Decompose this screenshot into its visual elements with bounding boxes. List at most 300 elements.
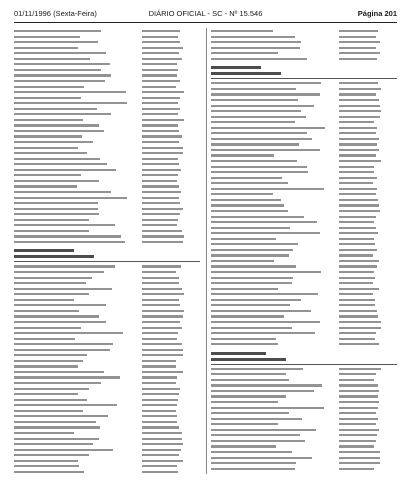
list-entry-text [211, 171, 308, 173]
list-entry-text [211, 260, 274, 262]
list-entry-number [142, 135, 182, 137]
list-entry-number [142, 180, 177, 182]
list-entry-text [14, 130, 104, 132]
list-entry-number [339, 418, 378, 420]
list-entry-text [14, 404, 117, 406]
list-entry-text [14, 108, 97, 110]
list-entry-text [211, 127, 325, 129]
list-entry-text [211, 293, 318, 295]
list-entry-text [14, 426, 100, 428]
list-entry-number [339, 338, 375, 340]
list-entry-text [211, 210, 288, 212]
list-entry-text [211, 177, 282, 179]
list-entry-text [211, 332, 315, 334]
list-entry-text [14, 197, 127, 199]
list-entry-text [14, 338, 75, 340]
list-entry-number [339, 238, 374, 240]
list-entry-text [14, 449, 113, 451]
list-entry-text [14, 152, 87, 154]
list-entry-text [211, 143, 299, 145]
list-entry-text [211, 52, 278, 54]
list-entry-number [339, 277, 375, 279]
list-entry-number [142, 460, 183, 462]
list-entry-number [339, 166, 374, 168]
list-entry-text [14, 299, 74, 301]
list-entry-number [142, 52, 179, 54]
list-entry-number [142, 288, 182, 290]
list-entry-text [211, 249, 293, 251]
list-entry-text [14, 471, 84, 473]
list-entry-number [142, 30, 180, 32]
list-entry-number [142, 163, 179, 165]
list-entry-number [339, 407, 378, 409]
list-entry-text [14, 376, 120, 378]
section-subheading [211, 72, 281, 75]
list-entry-number [339, 315, 378, 317]
list-entry-text [211, 132, 307, 134]
list-entry-number [142, 332, 178, 334]
list-entry-number [339, 379, 374, 381]
list-entry-number [142, 399, 178, 401]
list-entry-number [142, 343, 182, 345]
list-entry-number [339, 216, 376, 218]
list-entry-text [211, 451, 292, 453]
list-entry-text [14, 47, 78, 49]
list-entry-text [14, 454, 89, 456]
list-entry-text [211, 373, 286, 375]
list-entry-text [14, 465, 79, 467]
list-entry-number [339, 384, 378, 386]
list-entry-text [211, 99, 298, 101]
list-entry-number [339, 451, 380, 453]
section-subheading [14, 255, 94, 258]
list-entry-text [211, 243, 298, 245]
list-entry-number [142, 415, 177, 417]
list-entry-text [14, 119, 83, 121]
list-entry-number [339, 116, 380, 118]
list-entry-text [14, 219, 89, 221]
list-entry-number [339, 254, 373, 256]
section-rule [211, 364, 397, 365]
list-entry-text [211, 310, 311, 312]
list-entry-text [211, 265, 296, 267]
list-entry-number [142, 293, 184, 295]
list-entry-text [211, 423, 278, 425]
list-entry-text [14, 410, 83, 412]
list-entry-number [142, 63, 177, 65]
list-entry-text [211, 277, 293, 279]
list-entry-text [14, 174, 81, 176]
list-entry-text [211, 282, 292, 284]
list-entry-text [14, 277, 92, 279]
list-entry-text [14, 158, 100, 160]
list-entry-number [339, 243, 375, 245]
list-entry-text [14, 80, 105, 82]
list-entry-number [339, 368, 381, 370]
list-entry-number [142, 224, 177, 226]
section-rule [211, 78, 397, 79]
list-entry-text [211, 440, 305, 442]
list-entry-number [142, 69, 178, 71]
body-columns [14, 28, 397, 474]
list-entry-number [142, 443, 183, 445]
list-entry-text [211, 88, 296, 90]
list-entry-number [142, 426, 179, 428]
list-entry-number [142, 119, 184, 121]
list-entry-number [142, 124, 178, 126]
list-entry-number [142, 410, 176, 412]
list-entry-text [211, 82, 321, 84]
list-entry-number [142, 197, 179, 199]
list-entry-number [142, 271, 176, 273]
column-divider [206, 28, 207, 474]
list-entry-number [142, 185, 179, 187]
list-entry-text [14, 191, 111, 193]
list-entry-number [142, 102, 178, 104]
list-entry-text [14, 365, 78, 367]
list-entry-number [339, 177, 377, 179]
list-entry-text [14, 432, 74, 434]
list-entry-text [14, 421, 96, 423]
list-entry-text [14, 304, 106, 306]
list-entry-number [142, 91, 184, 93]
list-entry-number [142, 365, 176, 367]
list-entry-number [339, 390, 379, 392]
list-entry-number [142, 454, 179, 456]
list-entry-number [339, 327, 381, 329]
list-entry-number [339, 304, 375, 306]
list-entry-number [339, 434, 377, 436]
list-entry-text [211, 343, 278, 345]
list-entry-number [339, 293, 373, 295]
issue-date: 01/11/1996 (Sexta-Feira) [14, 9, 97, 18]
section-heading [211, 352, 266, 355]
list-entry-text [211, 238, 276, 240]
list-entry-number [339, 99, 379, 101]
list-entry-text [211, 227, 290, 229]
list-entry-text [211, 93, 320, 95]
list-entry-text [211, 254, 289, 256]
list-entry-text [14, 224, 115, 226]
list-entry-number [339, 182, 373, 184]
list-entry-number [339, 160, 381, 162]
list-entry-text [211, 418, 302, 420]
list-entry-text [211, 327, 292, 329]
list-entry-number [339, 105, 380, 107]
list-entry-text [211, 121, 295, 123]
list-entry-number [142, 310, 184, 312]
list-entry-number [142, 202, 180, 204]
list-entry-text [14, 213, 99, 215]
list-entry-number [339, 52, 380, 54]
list-entry-number [339, 143, 377, 145]
list-entry-number [142, 130, 179, 132]
list-entry-number [142, 388, 180, 390]
section-rule [14, 261, 200, 262]
list-entry-number [339, 423, 376, 425]
list-entry-text [211, 288, 278, 290]
list-entry-number [339, 468, 374, 470]
list-entry-text [211, 390, 314, 392]
list-entry-number [142, 80, 180, 82]
list-entry-text [14, 180, 99, 182]
list-entry-number [339, 265, 377, 267]
list-entry-number [339, 271, 374, 273]
list-entry-number [339, 395, 378, 397]
list-entry-number [339, 121, 374, 123]
list-entry-number [339, 127, 377, 129]
list-entry-text [211, 338, 276, 340]
list-entry-number [339, 193, 376, 195]
list-entry-text [14, 293, 89, 295]
list-entry-text [14, 415, 108, 417]
list-entry-number [339, 199, 378, 201]
list-entry-text [211, 160, 297, 162]
list-entry-number [339, 457, 380, 459]
list-entry-number [142, 265, 181, 267]
list-entry-text [14, 185, 77, 187]
list-entry-number [339, 282, 373, 284]
list-entry-text [211, 304, 290, 306]
list-entry-text [211, 36, 295, 38]
list-entry-text [211, 412, 289, 414]
list-entry-text [211, 299, 301, 301]
list-entry-number [142, 338, 177, 340]
list-entry-text [14, 63, 110, 65]
list-entry-text [14, 69, 101, 71]
list-entry-number [142, 315, 183, 317]
list-entry-number [339, 429, 379, 431]
list-entry-number [339, 440, 376, 442]
list-entry-number [142, 432, 182, 434]
list-entry-number [339, 204, 379, 206]
list-entry-text [211, 395, 286, 397]
list-entry-number [142, 191, 181, 193]
list-entry-text [14, 113, 111, 115]
list-entry-text [211, 315, 284, 317]
list-entry-number [142, 213, 180, 215]
list-entry-number [339, 445, 374, 447]
list-entry-number [142, 97, 180, 99]
list-entry-text [14, 30, 101, 32]
list-entry-number [339, 321, 381, 323]
list-entry-number [142, 174, 178, 176]
list-entry-number [142, 158, 178, 160]
list-entry-number [339, 36, 376, 38]
list-entry-number [339, 88, 381, 90]
list-entry-text [14, 74, 111, 76]
list-entry-text [211, 199, 281, 201]
list-entry-text [14, 52, 106, 54]
list-entry-number [142, 230, 182, 232]
list-entry-text [14, 354, 87, 356]
list-entry-text [211, 321, 320, 323]
list-entry-number [339, 260, 379, 262]
list-entry-number [142, 277, 179, 279]
list-entry-number [142, 241, 183, 243]
list-entry-number [142, 354, 183, 356]
list-entry-text [14, 399, 87, 401]
list-entry-number [142, 465, 177, 467]
list-entry-number [142, 152, 183, 154]
list-entry-number [339, 373, 376, 375]
list-entry-number [339, 47, 376, 49]
list-entry-number [142, 321, 180, 323]
list-entry-number [339, 110, 381, 112]
list-entry-number [142, 108, 180, 110]
left-column [14, 28, 200, 474]
list-entry-number [142, 141, 179, 143]
list-entry-number [339, 227, 376, 229]
list-entry-text [14, 282, 86, 284]
list-entry-text [14, 208, 98, 210]
list-entry-text [14, 315, 99, 317]
list-entry-number [142, 471, 178, 473]
list-entry-number [142, 282, 179, 284]
list-entry-text [14, 382, 101, 384]
list-entry-text [14, 235, 121, 237]
list-entry-number [339, 132, 376, 134]
list-entry-text [14, 371, 104, 373]
list-entry-text [211, 379, 289, 381]
list-entry-number [142, 147, 183, 149]
list-entry-number [339, 93, 376, 95]
list-entry-text [14, 141, 93, 143]
list-entry-text [14, 102, 127, 104]
publication-title: DIÁRIO OFICIAL - SC - Nº 15.546 [148, 9, 263, 18]
list-entry-text [14, 288, 112, 290]
list-entry-text [211, 445, 276, 447]
list-entry-text [14, 41, 98, 43]
list-entry-number [339, 188, 377, 190]
list-entry-number [339, 249, 377, 251]
list-entry-text [211, 116, 306, 118]
list-entry-text [14, 163, 107, 165]
list-entry-number [142, 360, 176, 362]
list-entry-number [142, 438, 182, 440]
list-entry-number [142, 376, 177, 378]
list-entry-number [142, 382, 176, 384]
list-entry-text [14, 241, 125, 243]
list-entry-text [211, 434, 300, 436]
list-entry-number [339, 210, 380, 212]
list-entry-text [14, 332, 123, 334]
list-entry-text [14, 91, 126, 93]
list-entry-text [14, 349, 110, 351]
list-entry-text [211, 271, 321, 273]
right-column [211, 28, 397, 474]
list-entry-text [14, 169, 116, 171]
section-subheading [211, 358, 286, 361]
list-entry-number [142, 208, 183, 210]
list-entry-number [142, 371, 183, 373]
list-entry-number [142, 58, 182, 60]
list-entry-number [339, 310, 377, 312]
list-entry-text [14, 86, 84, 88]
list-entry-text [14, 460, 78, 462]
list-entry-text [14, 58, 90, 60]
list-entry-number [339, 171, 374, 173]
list-entry-text [211, 401, 278, 403]
list-entry-text [14, 438, 99, 440]
list-entry-text [14, 271, 104, 273]
list-entry-number [339, 401, 379, 403]
list-entry-number [339, 154, 376, 156]
list-entry-number [339, 30, 378, 32]
list-entry-text [211, 384, 322, 386]
list-entry-text [211, 462, 296, 464]
list-entry-number [339, 58, 377, 60]
list-entry-text [211, 216, 304, 218]
list-entry-text [14, 310, 79, 312]
list-entry-number [142, 219, 178, 221]
list-entry-text [211, 41, 301, 43]
list-entry-number [142, 327, 182, 329]
list-entry-text [211, 221, 317, 223]
list-entry-number [142, 393, 179, 395]
list-entry-text [14, 360, 83, 362]
masthead [14, 8, 397, 23]
list-entry-number [142, 36, 178, 38]
list-entry-number [339, 462, 380, 464]
list-entry-text [211, 149, 320, 151]
list-entry-text [211, 138, 312, 140]
list-entry-text [14, 230, 89, 232]
list-entry-number [339, 232, 378, 234]
list-entry-number [339, 82, 378, 84]
list-entry-text [14, 202, 98, 204]
list-entry-number [142, 113, 178, 115]
list-entry-text [211, 468, 295, 470]
list-entry-number [142, 235, 184, 237]
list-entry-text [14, 327, 81, 329]
list-entry-text [211, 182, 288, 184]
list-entry-number [142, 41, 180, 43]
list-entry-text [14, 36, 80, 38]
list-entry-number [339, 299, 375, 301]
list-entry-text [211, 429, 316, 431]
list-entry-text [14, 135, 82, 137]
list-entry-text [211, 166, 307, 168]
list-entry-number [142, 74, 177, 76]
list-entry-text [211, 188, 324, 190]
list-entry-number [339, 332, 376, 334]
page-number: Página 201 [357, 9, 397, 18]
section-heading [211, 66, 261, 69]
list-entry-text [14, 147, 78, 149]
list-entry-text [14, 97, 81, 99]
list-entry-text [14, 393, 78, 395]
list-entry-text [14, 388, 89, 390]
list-entry-number [142, 169, 181, 171]
list-entry-text [14, 443, 93, 445]
list-entry-text [211, 457, 312, 459]
list-entry-text [211, 232, 320, 234]
list-entry-text [211, 154, 274, 156]
list-entry-text [211, 193, 273, 195]
list-entry-number [142, 86, 176, 88]
list-entry-text [211, 368, 303, 370]
list-entry-text [211, 47, 300, 49]
list-entry-number [142, 421, 177, 423]
list-entry-number [339, 149, 379, 151]
list-entry-number [142, 304, 180, 306]
list-entry-text [14, 265, 115, 267]
list-entry-text [211, 204, 284, 206]
list-entry-number [339, 138, 379, 140]
list-entry-number [142, 299, 179, 301]
list-entry-text [211, 58, 307, 60]
